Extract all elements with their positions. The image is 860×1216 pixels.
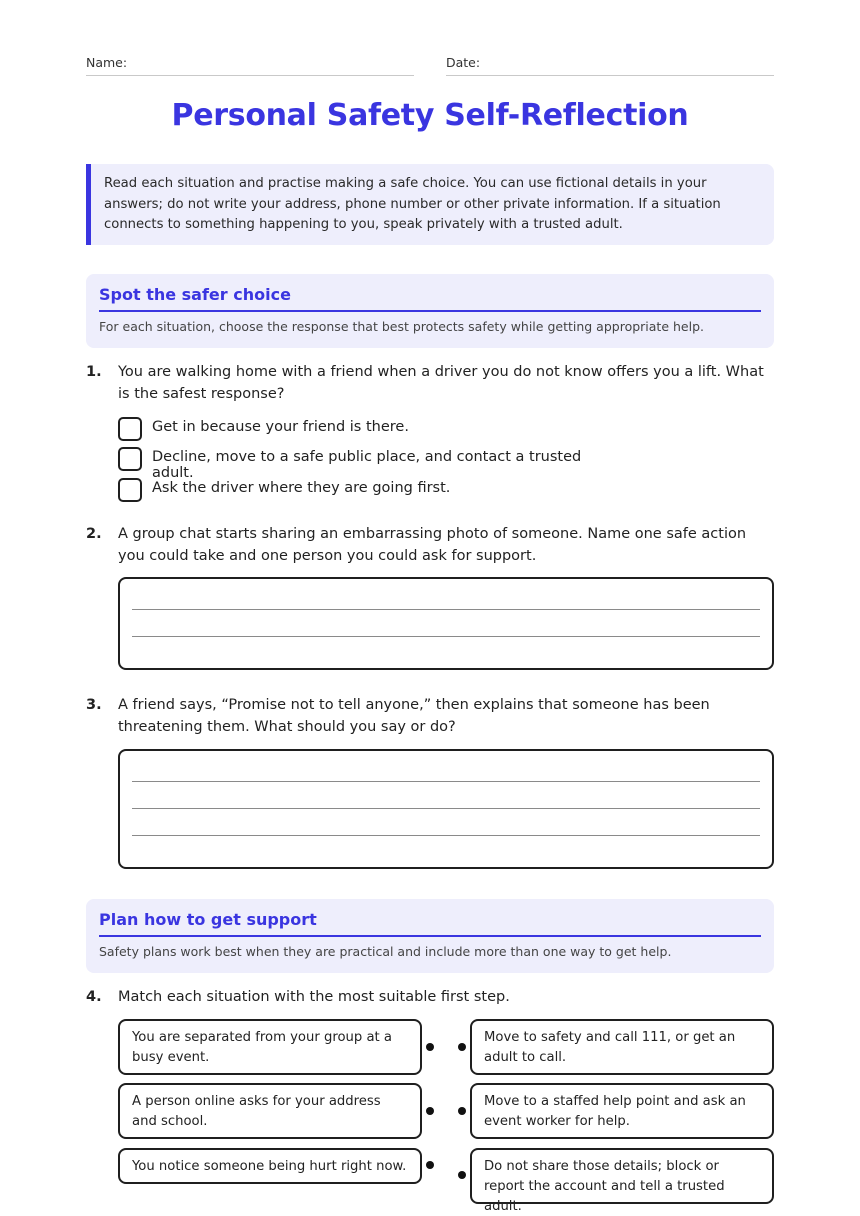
- option-label: Get in because your friend is there.: [152, 419, 409, 435]
- section-title: Plan how to get support: [99, 910, 761, 937]
- question-1: [86, 361, 774, 405]
- match-dot-right-2[interactable]: [458, 1107, 466, 1115]
- match-dot-left-3[interactable]: [426, 1161, 434, 1169]
- match-right-2[interactable]: Move to a staffed help point and ask an event worker for help.: [470, 1083, 774, 1139]
- match-dot-right-3[interactable]: [458, 1171, 466, 1179]
- intro-callout: Read each situation and practise making a safe choice. You can use fictional details in your answers; do not write your address, phone number or other private information. If a situation connects to something happening to you, speak privately with a trusted adult.: [86, 164, 774, 245]
- checkbox[interactable]: [118, 478, 142, 502]
- question-3: [86, 694, 774, 738]
- answer-line: [132, 835, 760, 836]
- q1-option-1[interactable]: [118, 417, 618, 441]
- question-text: You are walking home with a friend when a driver you do not know offers you a lift. What is the safest response?: [118, 364, 764, 402]
- name-field[interactable]: [86, 55, 414, 76]
- match-left-2[interactable]: A person online asks for your address and school.: [118, 1083, 422, 1139]
- question-text: Match each situation with the most suitable first step.: [118, 989, 510, 1005]
- checkbox[interactable]: [118, 417, 142, 441]
- question-text: A group chat starts sharing an embarrassing photo of someone. Name one safe action you could take and one person you could ask for support.: [118, 526, 747, 564]
- match-dot-left-1[interactable]: [426, 1043, 434, 1051]
- date-label: Date:: [446, 55, 481, 70]
- q1-option-3[interactable]: [118, 478, 618, 502]
- match-dot-right-1[interactable]: [458, 1043, 466, 1051]
- option-label: Ask the driver where they are going first.: [152, 480, 451, 496]
- answer-line: [132, 636, 760, 637]
- question-2: [86, 523, 774, 567]
- answer-line: [132, 609, 760, 610]
- q2-answer-box[interactable]: [118, 577, 774, 670]
- match-dot-left-2[interactable]: [426, 1107, 434, 1115]
- question-text: A friend says, “Promise not to tell anyone,” then explains that someone has been threatening them. What should you say or do?: [118, 697, 710, 735]
- question-number: 1.: [86, 364, 102, 380]
- question-number: 2.: [86, 526, 102, 542]
- question-number: 4.: [86, 989, 102, 1005]
- match-right-3[interactable]: Do not share those details; block or report the account and tell a trusted adult.: [470, 1148, 774, 1204]
- section-spot-safer-choice: [86, 274, 774, 348]
- page-title: Personal Safety Self-Reflection: [171, 98, 689, 133]
- question-number: 3.: [86, 697, 102, 713]
- answer-line: [132, 781, 760, 782]
- section-subtitle: For each situation, choose the response that best protects safety while getting appropriate help.: [99, 319, 704, 334]
- match-left-3[interactable]: You notice someone being hurt right now.: [118, 1148, 422, 1184]
- header-fields: [86, 55, 774, 77]
- checkbox[interactable]: [118, 447, 142, 471]
- q1-option-2[interactable]: [118, 447, 618, 481]
- match-left-1[interactable]: You are separated from your group at a busy event.: [118, 1019, 422, 1075]
- section-plan-support: [86, 899, 774, 973]
- section-title: Spot the safer choice: [99, 285, 761, 312]
- match-right-1[interactable]: Move to safety and call 111, or get an adult to call.: [470, 1019, 774, 1075]
- date-field[interactable]: [446, 55, 774, 76]
- answer-line: [132, 808, 760, 809]
- option-label: Decline, move to a safe public place, and contact a trusted adult.: [152, 449, 582, 481]
- q3-answer-box[interactable]: [118, 749, 774, 869]
- question-4: [86, 986, 774, 1008]
- section-subtitle: Safety plans work best when they are practical and include more than one way to get help.: [99, 944, 672, 959]
- name-label: Name:: [86, 55, 128, 70]
